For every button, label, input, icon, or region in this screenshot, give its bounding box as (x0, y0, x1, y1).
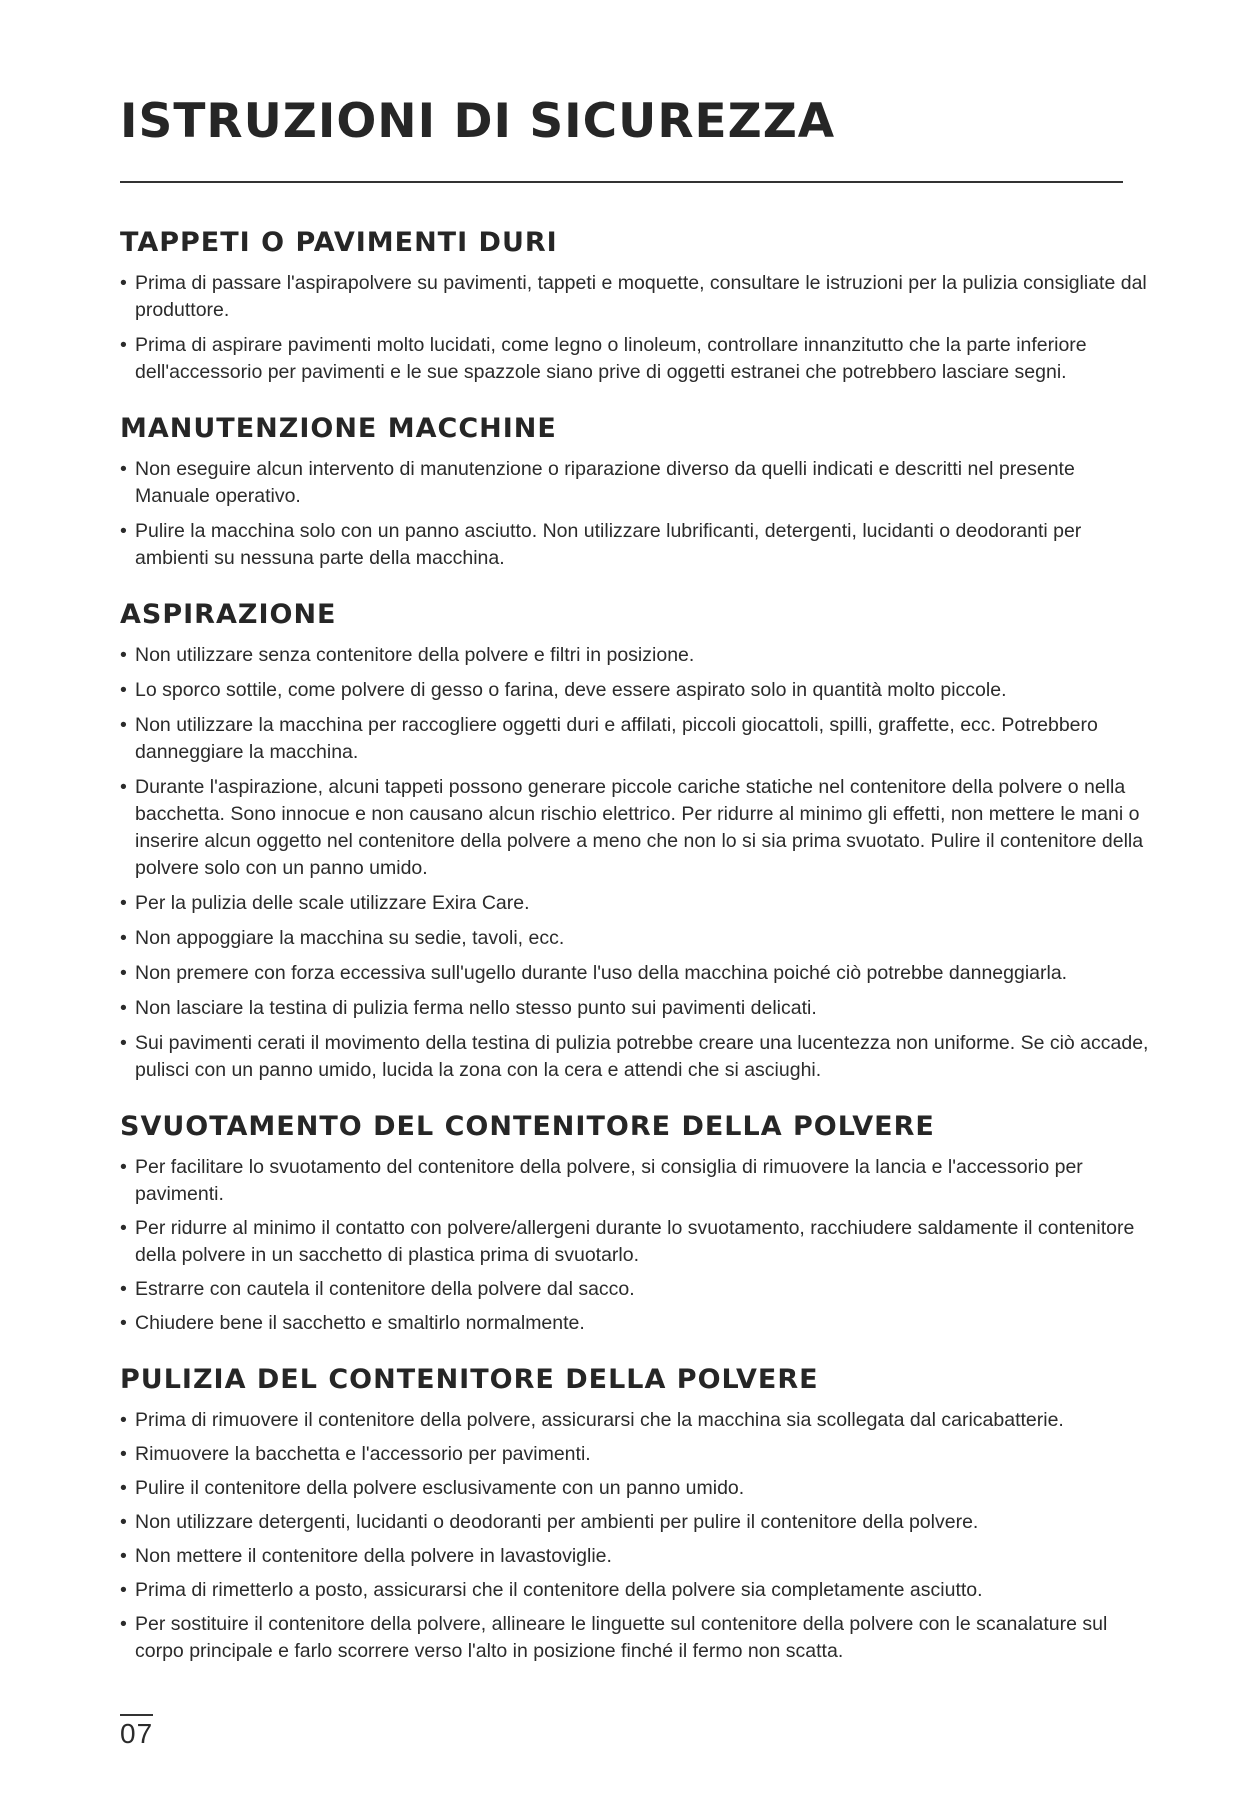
list-item: • Per la pulizia delle scale utilizzare Exira Care. (120, 890, 1150, 917)
list-item: • Non appoggiare la macchina su sedie, tavoli, ecc. (120, 925, 1150, 952)
list-item: • Non utilizzare la macchina per raccogliere oggetti duri e affilati, piccoli giocattoli, spilli, graffette, ecc. Potrebbero danneggiare la macchina. (120, 712, 1150, 766)
list-item: • Rimuovere la bacchetta e l'accessorio per pavimenti. (120, 1441, 1150, 1468)
section-heading: PULIZIA DEL CONTENITORE DELLA POLVERE (120, 1364, 819, 1395)
list-item: • Non eseguire alcun intervento di manutenzione o riparazione diverso da quelli indicati e descritti nel presente Manuale operativo. (120, 456, 1150, 510)
list-item: • Prima di passare l'aspirapolvere su pavimenti, tappeti e moquette, consultare le istruzioni per la pulizia consigliate dal produttore. (120, 270, 1150, 324)
section-heading: TAPPETI O PAVIMENTI DURI (120, 227, 558, 258)
bullet-list (120, 1407, 1150, 1665)
page-title: ISTRUZIONI DI SICUREZZA (120, 94, 836, 149)
bullet-list (120, 642, 1150, 1084)
list-item: • Prima di rimuovere il contenitore della polvere, assicurarsi che la macchina sia scollegata dal caricabatterie. (120, 1407, 1150, 1434)
section-cleaning-dust-container (120, 1361, 1150, 1665)
list-item: • Pulire la macchina solo con un panno asciutto. Non utilizzare lubrificanti, detergenti, lucidanti o deodoranti per ambienti su nessuna parte della macchina. (120, 518, 1150, 572)
section-heading: MANUTENZIONE MACCHINE (120, 413, 557, 444)
list-item: • Per facilitare lo svuotamento del contenitore della polvere, si consiglia di rimuovere la lancia e l'accessorio per pavimenti. (120, 1154, 1150, 1208)
page-content (120, 224, 1150, 1689)
section-emptying-dust-container (120, 1108, 1150, 1337)
list-item: • Sui pavimenti cerati il movimento della testina di pulizia potrebbe creare una lucentezza non uniforme. Se ciò accade, pulisci con un panno umido, lucida la zona con la cera e attendi che si asciughi. (120, 1030, 1150, 1084)
list-item: • Non utilizzare senza contenitore della polvere e filtri in posizione. (120, 642, 1150, 669)
section-carpets-hard-floors (120, 224, 1150, 386)
list-item: • Non lasciare la testina di pulizia ferma nello stesso punto sui pavimenti delicati. (120, 995, 1150, 1022)
bullet-list (120, 270, 1150, 386)
list-item: • Per sostituire il contenitore della polvere, allineare le linguette sul contenitore della polvere con le scanalature sul corpo principale e farlo scorrere verso l'alto in posizione finché il fermo non scatta. (120, 1611, 1150, 1665)
list-item: • Chiudere bene il sacchetto e smaltirlo normalmente. (120, 1310, 1150, 1337)
page-number: 07 (120, 1714, 153, 1750)
manual-page (120, 0, 1150, 1815)
list-item: • Non mettere il contenitore della polvere in lavastoviglie. (120, 1543, 1150, 1570)
section-vacuuming (120, 596, 1150, 1084)
section-heading: ASPIRAZIONE (120, 599, 337, 630)
list-item: • Durante l'aspirazione, alcuni tappeti possono generare piccole cariche statiche nel contenitore della polvere o nella bacchetta. Sono innocue e non causano alcun rischio elettrico. Per ridurre al minimo gli effetti, non mettere le mani o inserire alcun oggetto nel contenitore della polvere a meno che non lo si sia prima svuotato. Pulire il contenitore della polvere solo con un panno umido. (120, 774, 1150, 882)
list-item: • Prima di rimetterlo a posto, assicurarsi che il contenitore della polvere sia completamente asciutto. (120, 1577, 1150, 1604)
section-machine-maintenance (120, 410, 1150, 572)
title-divider (120, 181, 1123, 183)
list-item: • Lo sporco sottile, come polvere di gesso o farina, deve essere aspirato solo in quantità molto piccole. (120, 677, 1150, 704)
bullet-list (120, 456, 1150, 572)
list-item: • Per ridurre al minimo il contatto con polvere/allergeni durante lo svuotamento, racchiudere saldamente il contenitore della polvere in un sacchetto di plastica prima di svuotarlo. (120, 1215, 1150, 1269)
list-item: • Non utilizzare detergenti, lucidanti o deodoranti per ambienti per pulire il contenitore della polvere. (120, 1509, 1150, 1536)
bullet-list (120, 1154, 1150, 1337)
list-item: • Non premere con forza eccessiva sull'ugello durante l'uso della macchina poiché ciò potrebbe danneggiarla. (120, 960, 1150, 987)
list-item: • Pulire il contenitore della polvere esclusivamente con un panno umido. (120, 1475, 1150, 1502)
section-heading: SVUOTAMENTO DEL CONTENITORE DELLA POLVERE (120, 1111, 935, 1142)
list-item: • Estrarre con cautela il contenitore della polvere dal sacco. (120, 1276, 1150, 1303)
list-item: • Prima di aspirare pavimenti molto lucidati, come legno o linoleum, controllare innanzitutto che la parte inferiore dell'accessorio per pavimenti e le sue spazzole siano prive di oggetti estranei che potrebbero lasciare segni. (120, 332, 1150, 386)
